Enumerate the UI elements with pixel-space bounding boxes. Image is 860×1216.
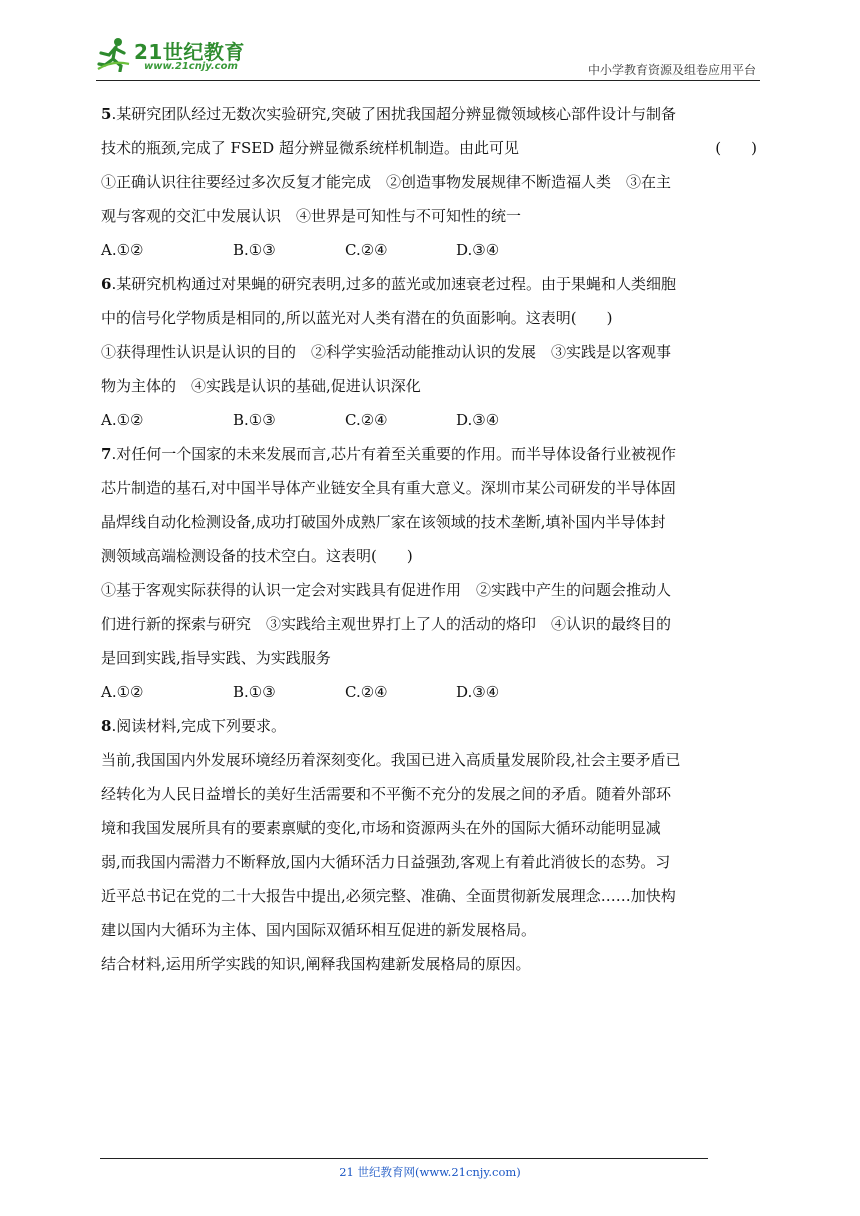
logo-url: www.21cnjy.com (144, 61, 238, 72)
option-b[interactable]: B.①③ (233, 411, 276, 429)
material-text: 弱,而我国内需潜力不断释放,国内大循环活力日益强劲,客观上有着此消彼长的态势。习 (101, 853, 671, 871)
question-7 (101, 437, 765, 709)
question-8 (101, 709, 765, 981)
question-stem: 晶焊线自动化检测设备,成功打破国外成熟厂家在该领域的技术垄断,填补国内半导体封 (101, 513, 666, 531)
answer-options (101, 675, 765, 709)
header-divider (96, 80, 760, 81)
logo-text: 21世纪教育 (134, 40, 245, 64)
question-number: 8 (101, 717, 112, 735)
question-list (101, 97, 765, 981)
question-stem: 技术的瓶颈,完成了 FSED 超分辨显微系统样机制造。由此可见 ( ) (101, 131, 765, 165)
option-d[interactable]: D.③④ (456, 411, 500, 429)
option-d[interactable]: D.③④ (456, 241, 500, 259)
statement-items: ①基于客观实际获得的认识一定会对实践具有促进作用 ②实践中产生的问题会推动人 (101, 581, 672, 599)
platform-name: 中小学教育资源及组卷应用平台 (587, 63, 756, 77)
material-text: 近平总书记在党的二十大报告中提出,必须完整、准确、全面贯彻新发展理念……加快构 (101, 887, 676, 905)
option-c[interactable]: C.②④ (345, 411, 388, 429)
question-stem: 5.某研究团队经过无数次实验研究,突破了困扰我国超分辨显微领域核心部件设计与制备 (101, 105, 676, 123)
footer-divider (100, 1158, 708, 1159)
question-5 (101, 97, 765, 267)
material-text: 境和我国发展所具有的要素禀赋的变化,市场和资源两头在外的国际大循环动能明显减 (101, 819, 661, 837)
statement-items: ①正确认识往往要经过多次反复才能完成 ②创造事物发展规律不断造福人类 ③在主 (101, 173, 672, 191)
statement-items: 是回到实践,指导实践、为实践服务 (101, 649, 331, 667)
option-b[interactable]: B.①③ (233, 241, 276, 259)
statement-items: ①获得理性认识是认识的目的 ②科学实验活动能推动认识的发展 ③实践是以客观事 (101, 343, 672, 361)
running-figure-icon (96, 36, 130, 72)
task-prompt: 结合材料,运用所学实践的知识,阐释我国构建新发展格局的原因。 (101, 955, 531, 973)
material-text: 当前,我国国内外发展环境经历着深刻变化。我国已进入高质量发展阶段,社会主要矛盾已 (101, 751, 681, 769)
option-d[interactable]: D.③④ (456, 683, 500, 701)
site-logo[interactable] (96, 30, 266, 78)
option-c[interactable]: C.②④ (345, 683, 388, 701)
question-number: 6 (101, 275, 112, 293)
answer-options (101, 233, 765, 267)
question-stem: 8.阅读材料,完成下列要求。 (101, 717, 286, 735)
material-text: 建以国内大循环为主体、国内国际双循环相互促进的新发展格局。 (101, 921, 537, 939)
footer-link[interactable]: 21 世纪教育网(www.21cnjy.com) (339, 1165, 521, 1179)
question-number: 7 (101, 445, 112, 463)
answer-bracket: ( ) (715, 139, 757, 157)
question-stem: 6.某研究机构通过对果蝇的研究表明,过多的蓝光或加速衰老过程。由于果蝇和人类细胞 (101, 275, 676, 293)
option-a[interactable]: A.①② (101, 683, 144, 701)
answer-options (101, 403, 765, 437)
material-text: 经转化为人民日益增长的美好生活需要和不平衡不充分的发展之间的矛盾。随着外部环 (101, 785, 672, 803)
statement-items: 观与客观的交汇中发展认识 ④世界是可知性与不可知性的统一 (101, 207, 522, 225)
page-header (96, 30, 760, 82)
question-stem: 中的信号化学物质是相同的,所以蓝光对人类有潜在的负面影响。这表明( ) (101, 309, 613, 327)
statement-items: 们进行新的探索与研究 ③实践给主观世界打上了人的活动的烙印 ④认识的最终目的 (101, 615, 672, 633)
option-a[interactable]: A.①② (101, 241, 144, 259)
question-stem: 7.对任何一个国家的未来发展而言,芯片有着至关重要的作用。而半导体设备行业被视作 (101, 445, 676, 463)
option-c[interactable]: C.②④ (345, 241, 388, 259)
option-b[interactable]: B.①③ (233, 683, 276, 701)
question-number: 5 (101, 105, 112, 123)
option-a[interactable]: A.①② (101, 411, 144, 429)
question-6 (101, 267, 765, 437)
question-stem: 测领域高端检测设备的技术空白。这表明( ) (101, 547, 413, 565)
statement-items: 物为主体的 ④实践是认识的基础,促进认识深化 (101, 377, 421, 395)
question-stem: 芯片制造的基石,对中国半导体产业链安全具有重大意义。深圳市某公司研发的半导体固 (101, 479, 676, 497)
